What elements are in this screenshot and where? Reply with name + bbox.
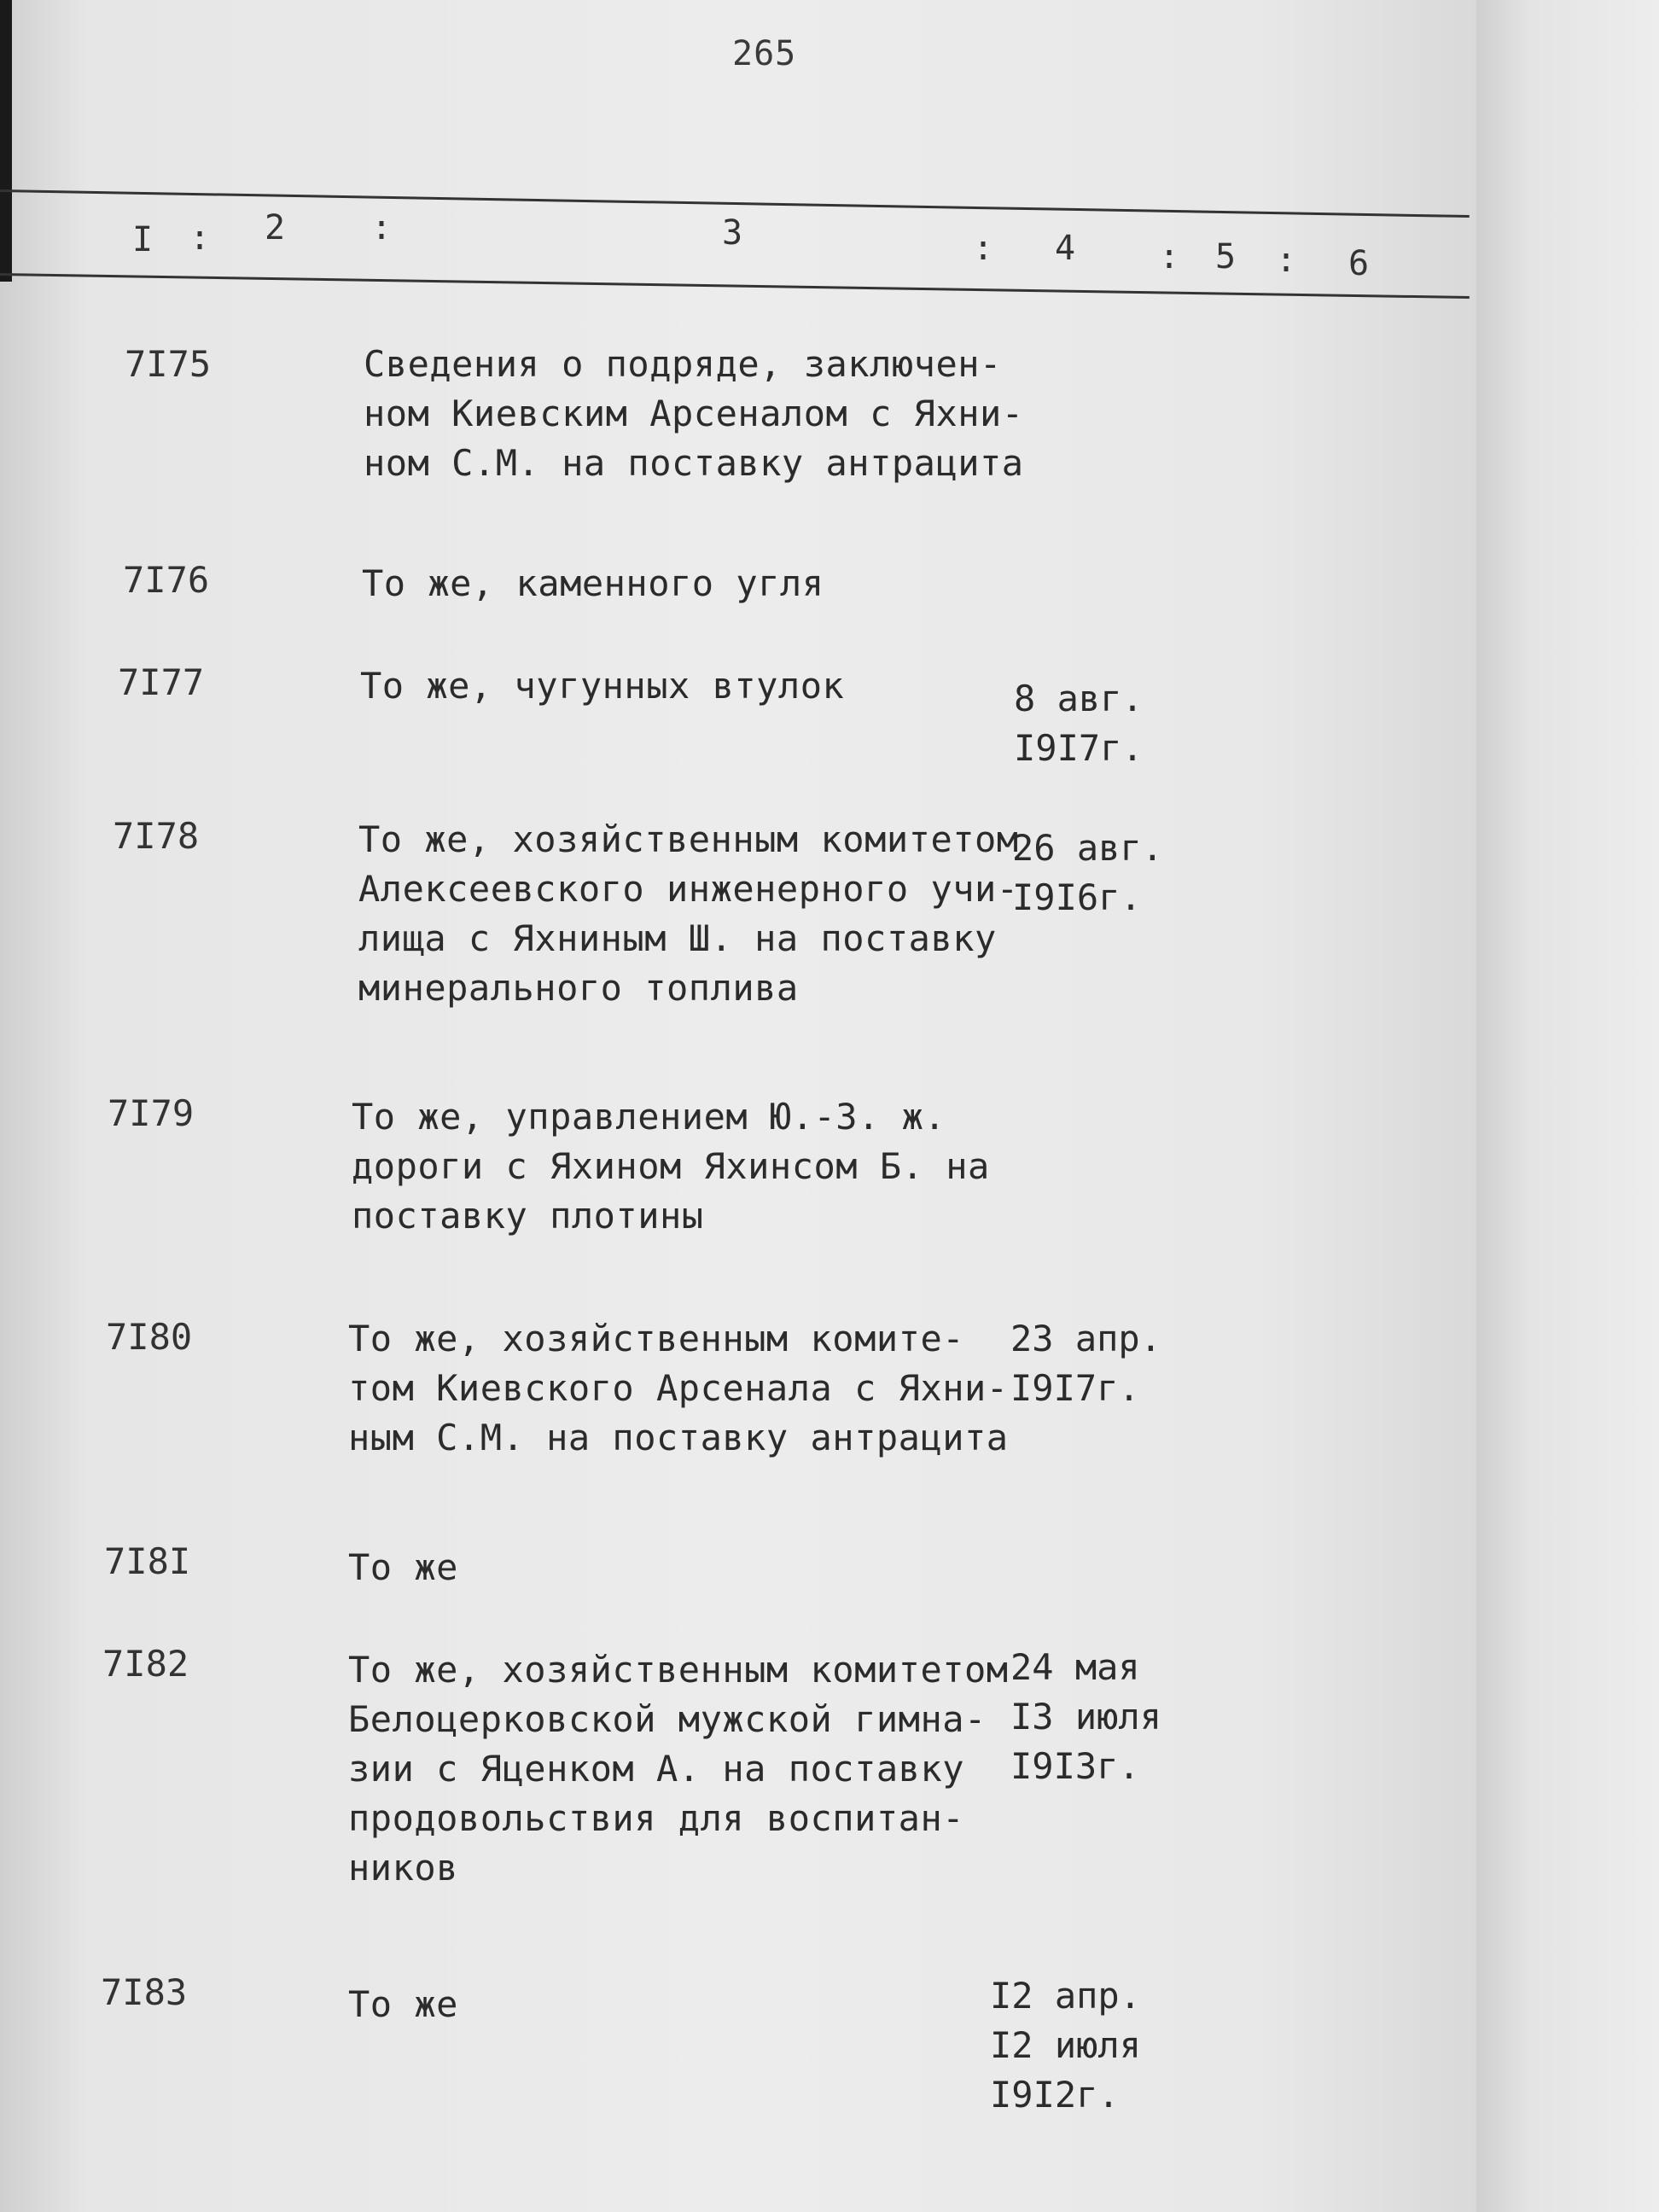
column-header: 6 [1348, 244, 1370, 283]
entry-description [362, 559, 824, 608]
entry-date-line: I2 апр. [990, 1975, 1142, 2017]
entry-description [364, 340, 1024, 488]
entry-date-line: 23 апр. [1010, 1318, 1162, 1359]
entry-date-line: I9I7г. [1010, 1367, 1140, 1409]
entry-description-line: Белоцерковской мужской гимна- [348, 1698, 987, 1740]
column-separator: : [973, 229, 994, 268]
entry-number: 7I83 [101, 1971, 188, 2013]
entry-description [352, 1092, 990, 1241]
entry-description-line: ников [348, 1847, 458, 1889]
entry-description-line: дороги с Яхином Яхинсом Б. на [352, 1145, 990, 1187]
entry-number: 7I75 [125, 343, 212, 385]
column-separator: : [371, 208, 393, 247]
entry-date-line: I9I3г. [1010, 1745, 1140, 1787]
entry-description-line: То же, чугунных втулок [360, 665, 845, 707]
entry-number: 7I79 [108, 1092, 195, 1134]
entry-date-line: 26 авг. [1012, 827, 1164, 869]
entry-description-line: Сведения о подряде, заключен- [364, 343, 1002, 385]
entry-description [360, 661, 844, 711]
entry-date-line: I3 июля [1010, 1696, 1162, 1738]
entry-description [358, 815, 1019, 1013]
column-header: I [132, 220, 154, 259]
entry-description-line: То же [348, 1983, 458, 2025]
entry-date [1010, 1314, 1161, 1413]
column-separator: : [1276, 241, 1297, 280]
page-number: 265 [732, 34, 797, 73]
entry-number: 7I77 [118, 661, 205, 703]
entry-date [990, 1971, 1141, 2120]
entry-description-line: зии с Яценком А. на поставку [348, 1748, 965, 1790]
column-header: 2 [265, 208, 286, 247]
column-header: 3 [722, 213, 743, 253]
entry-date [1012, 824, 1163, 923]
entry-number: 7I82 [102, 1643, 189, 1685]
entry-description-line: лища с Яхниным Ш. на поставку [358, 917, 997, 959]
entry-description-line: То же, каменного угля [362, 562, 824, 604]
entry-description-line: Алексеевского инженерного учи- [358, 868, 1019, 910]
entry-description-line: То же, хозяйственным комите- [348, 1318, 965, 1359]
entry-description [348, 1645, 1009, 1893]
column-separator: : [189, 218, 211, 258]
entry-date-line: I9I6г. [1012, 876, 1142, 918]
facing-page-margin [1476, 0, 1659, 2212]
entry-description-line: ном С.М. на поставку антрацита [364, 442, 1024, 484]
entry-description-line: ным С.М. на поставку антрацита [348, 1417, 1009, 1458]
entry-description-line: То же [348, 1546, 458, 1588]
entry-description-line: поставку плотины [352, 1195, 704, 1237]
entry-description-line: том Киевского Арсенала с Яхни- [348, 1367, 1009, 1409]
entry-description-line: То же, управлением Ю.-З. ж. [352, 1096, 946, 1138]
entry-description-line: продовольствия для воспитан- [348, 1797, 965, 1839]
entry-number: 7I8I [104, 1540, 191, 1582]
entry-description-line: минерального топлива [358, 967, 799, 1009]
entry-description-line: То же, хозяйственным комитетом [348, 1649, 1009, 1691]
entry-description-line: То же, хозяйственным комитетом [358, 818, 1019, 860]
entry-date-line: I2 июля [990, 2024, 1142, 2066]
entry-date [1014, 674, 1144, 773]
binding-edge [0, 0, 12, 282]
entry-date-line: I9I2г. [990, 2074, 1120, 2116]
entry-number: 7I76 [123, 559, 210, 601]
entry-number: 7I80 [106, 1316, 193, 1358]
entry-description [348, 1543, 458, 1592]
entry-description [348, 1314, 1009, 1463]
column-header: 5 [1215, 237, 1237, 276]
entry-date-line: 24 мая [1010, 1646, 1140, 1688]
entry-date [1010, 1643, 1161, 1791]
column-header: 4 [1055, 229, 1076, 268]
entry-date-line: 8 авг. [1014, 678, 1144, 719]
entry-description [348, 1980, 458, 2029]
column-separator: : [1159, 237, 1180, 276]
entry-number: 7I78 [113, 815, 200, 857]
entry-date-line: I9I7г. [1014, 727, 1144, 769]
entry-description-line: ном Киевским Арсеналом с Яхни- [364, 393, 1024, 434]
